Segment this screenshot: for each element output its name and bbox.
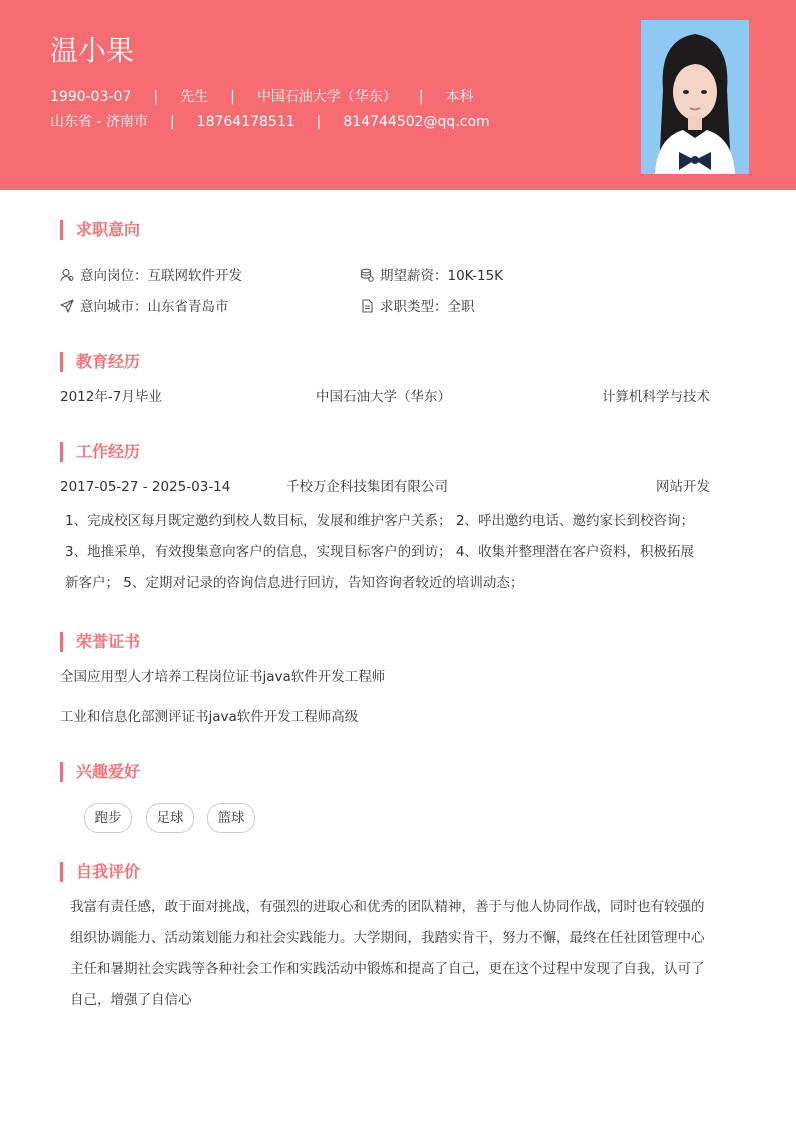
school: 中国石油大学（华东） (256, 89, 397, 105)
work-date: 2017-05-27 - 2025-03-14 (60, 479, 231, 495)
separator: | (153, 89, 159, 105)
intent-type: 求职类型：全职 (380, 299, 475, 315)
intent-salary: 期望薪资：10K-15K (380, 268, 504, 284)
education-major: 计算机科学与技术 (602, 389, 710, 405)
section-title-work: 工作经历 (60, 442, 140, 462)
birth-date: 1990-03-07 (50, 89, 132, 105)
work-role: 网站开发 (656, 479, 710, 495)
separator: | (418, 89, 424, 105)
honor-item: 全国应用型人才培养工程岗位证书java软件开发工程师 (60, 669, 386, 685)
work-company: 千校万企科技集团有限公司 (286, 479, 448, 495)
gender: 先生 (180, 89, 209, 105)
hobby-tag: 足球 (146, 803, 194, 833)
separator: | (169, 114, 175, 130)
section-title-hobbies: 兴趣爱好 (60, 762, 140, 782)
section-title-education: 教育经历 (60, 352, 140, 372)
section-title-honors: 荣誉证书 (60, 632, 140, 652)
self-eval-text: 我富有责任感，敢于面对挑战，有强烈的进取心和优秀的团队精神，善于与他人协同作战，同时也有较强的组织协调能力、活动策划能力和社会实践能力。大学期间，我踏实肯干，努力不懈，最终在任社团管理中心主任和暑期社会实践等各种社会工作和实践活动中锻炼和提高了自己，更在这个过程中发现了自我，认可了自己，增强了自信心 (70, 899, 705, 1008)
separator: | (230, 89, 235, 105)
email: 814744502@qq.com (343, 114, 490, 130)
honor-item: 工业和信息化部测评证书java软件开发工程师高级 (60, 709, 359, 725)
basic-info-line-1 (50, 87, 474, 107)
profile-photo (641, 20, 749, 174)
work-description: 1、完成校区每月既定邀约到校人数目标，发展和维护客户关系； 2、呼出邀约电话、邀约家长到校咨询； 3、地推采单，有效搜集意向客户的信息，实现目标客户的到访； 4、收集并整理潜在客户资料，积极拓展新客户； 5、定期对记录的咨询信息进行回访，告知咨询者较近的培训动态； (65, 513, 694, 591)
intent-city: 意向城市：山东省青岛市 (80, 299, 229, 315)
basic-info-line-2 (50, 112, 490, 132)
education-school: 中国石油大学（华东） (316, 389, 451, 405)
candidate-name: 温小果 (50, 34, 135, 67)
education-date: 2012年-7月毕业 (60, 389, 162, 405)
resume-header (0, 0, 796, 190)
separator: | (316, 114, 322, 130)
portrait-illustration (641, 20, 749, 174)
coins-icon (360, 268, 374, 282)
section-title-self-eval: 自我评价 (60, 862, 140, 882)
user-icon (60, 268, 74, 282)
phone: 18764178511 (196, 114, 295, 130)
intent-position: 意向岗位：互联网软件开发 (80, 268, 242, 284)
send-icon (60, 299, 74, 313)
section-title-job-intent: 求职意向 (60, 220, 140, 240)
location: 山东省 - 济南市 (50, 114, 148, 130)
degree: 本科 (445, 89, 474, 105)
hobby-tag: 跑步 (84, 803, 132, 833)
hobby-tag: 篮球 (207, 803, 255, 833)
document-icon (360, 299, 374, 313)
